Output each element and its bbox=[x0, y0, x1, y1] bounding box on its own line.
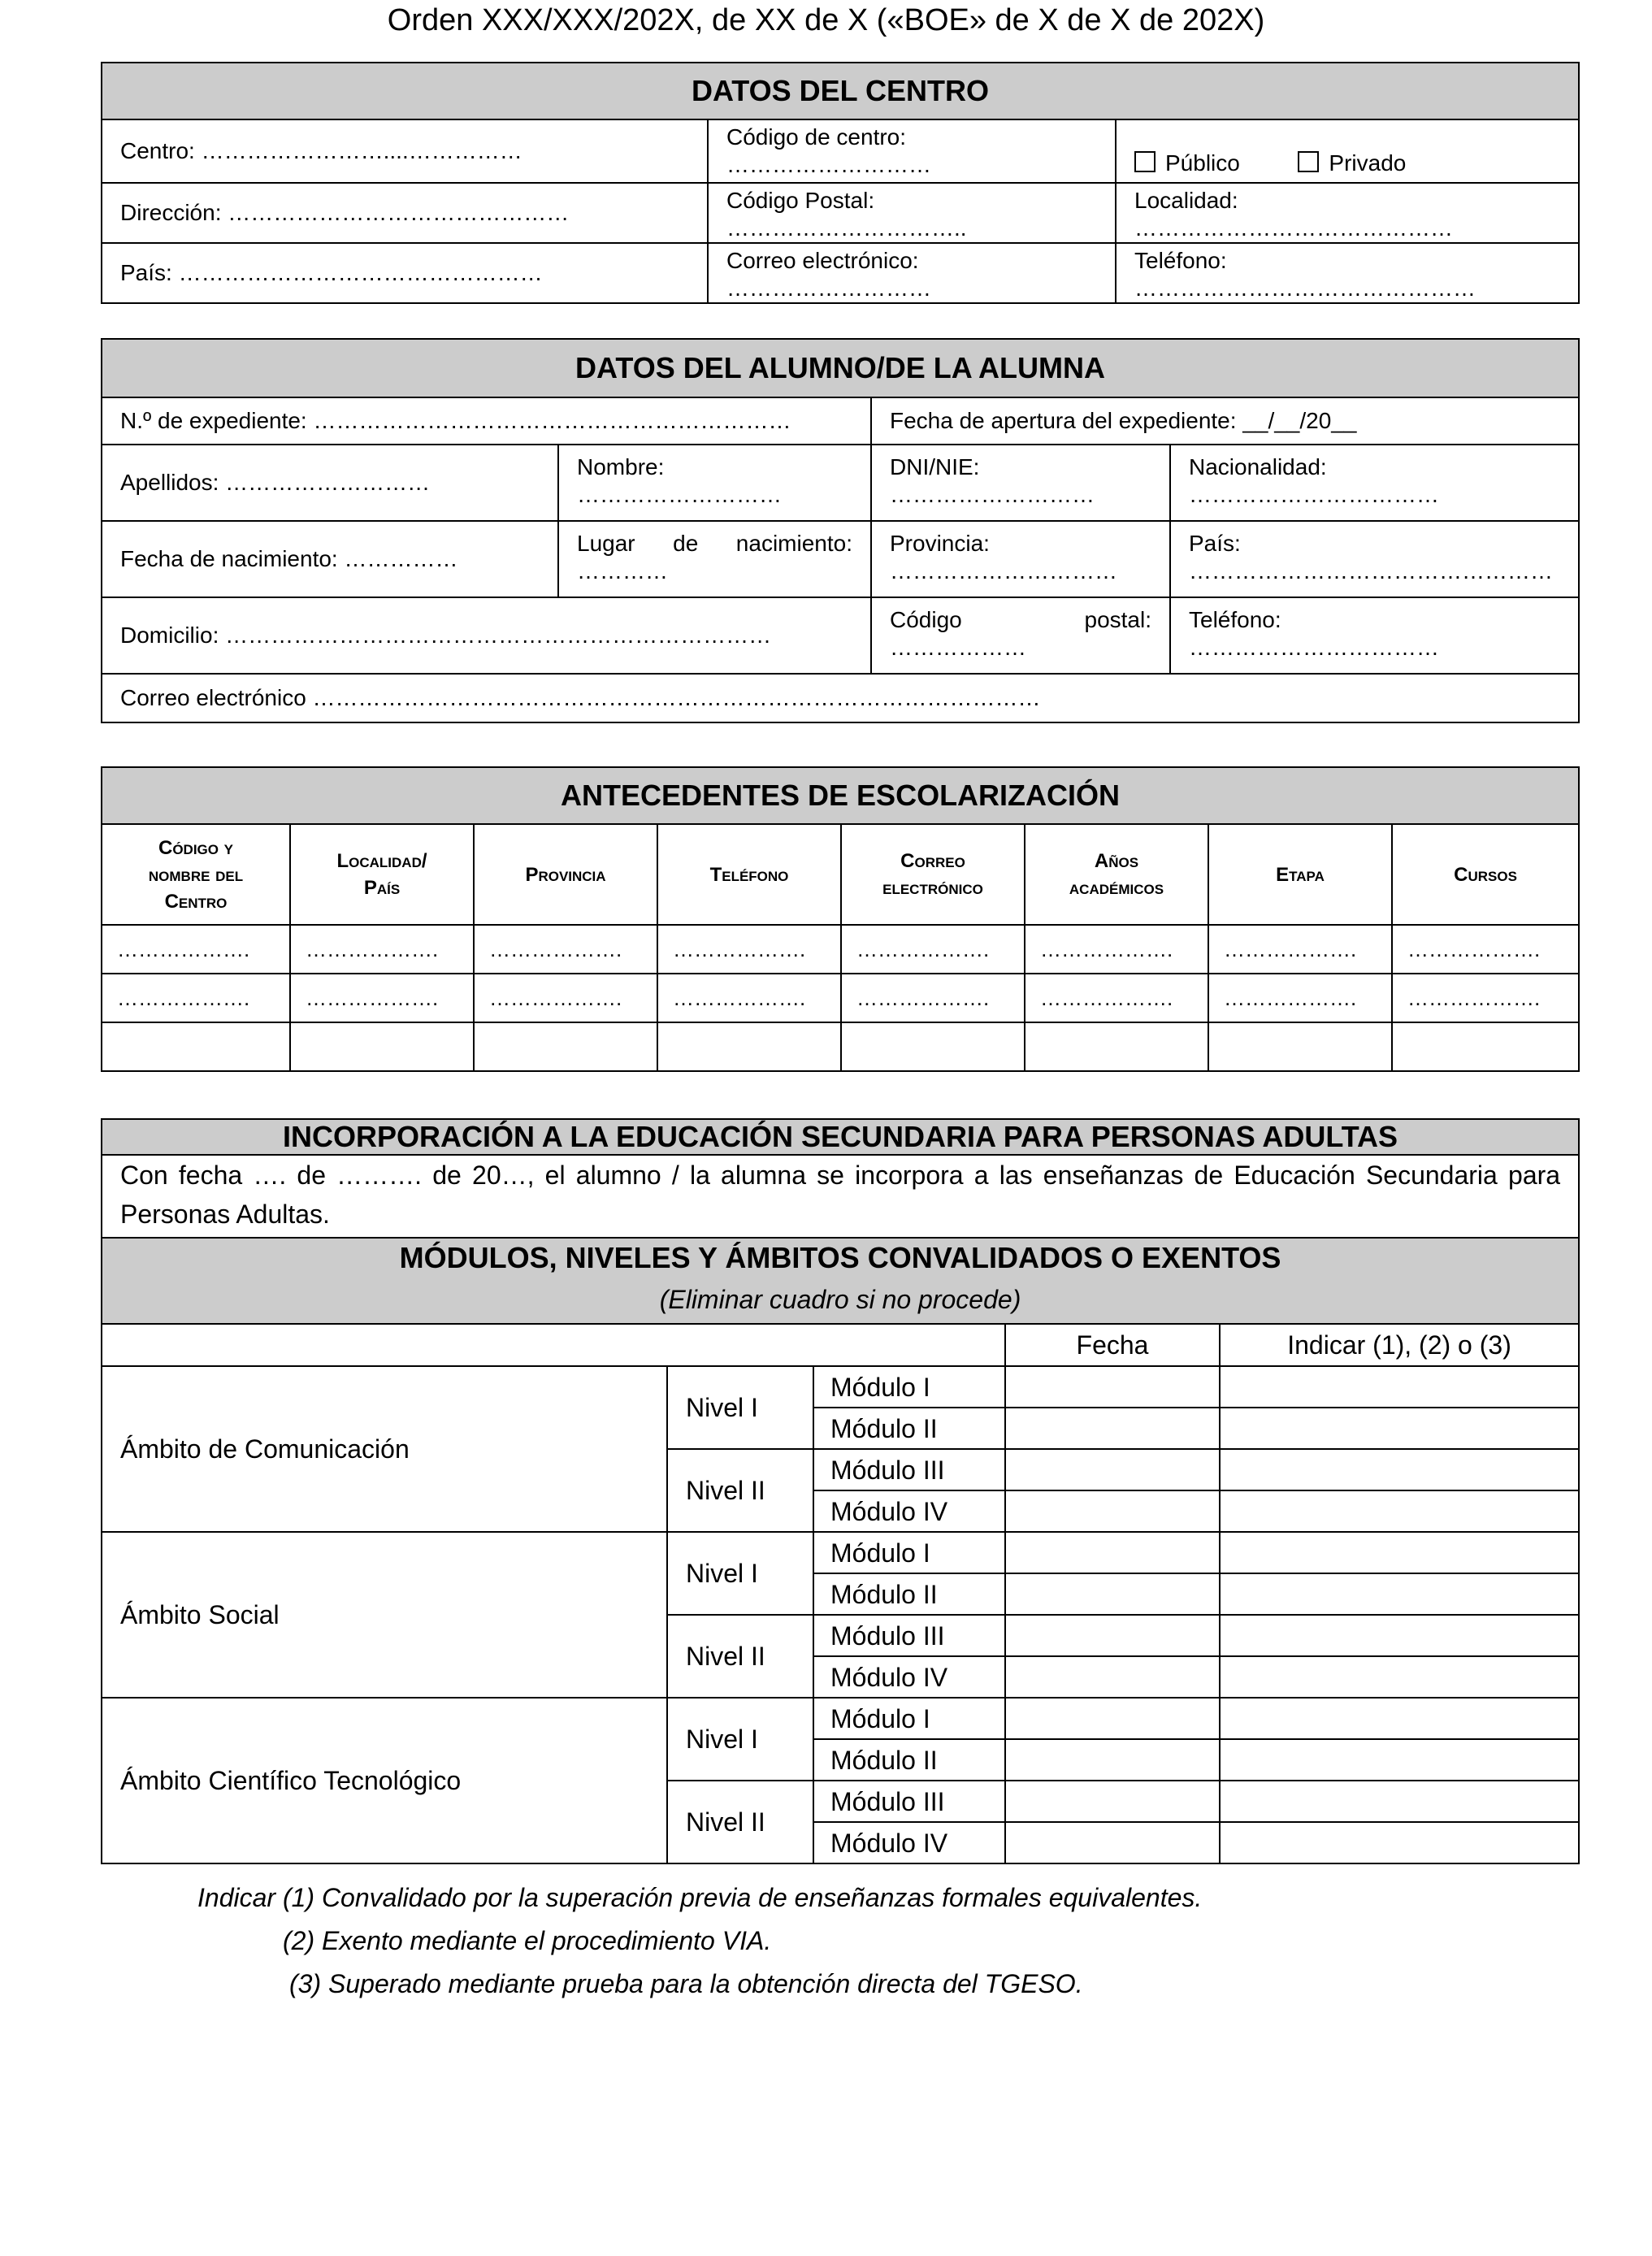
antecedentes-cell[interactable]: ………………. bbox=[1208, 974, 1392, 1022]
datos-alumno-table bbox=[101, 338, 1580, 723]
fecha-cell[interactable] bbox=[1005, 1615, 1220, 1656]
nivel-label: Nivel II bbox=[667, 1449, 813, 1532]
modulo-label: Módulo II bbox=[813, 1739, 1005, 1781]
incorporacion-table bbox=[101, 1118, 1580, 1864]
indicar-cell[interactable] bbox=[1220, 1366, 1579, 1408]
indicar-cell[interactable] bbox=[1220, 1781, 1579, 1822]
note-1: Indicar (1) Convalidado por la superación previa de enseñanzas formales equivalentes. bbox=[197, 1883, 1203, 1912]
codigo-centro-label: Código de centro: bbox=[726, 124, 907, 150]
codigo-postal-dots: ………………………….. bbox=[726, 215, 967, 241]
indicar-cell[interactable] bbox=[1220, 1490, 1579, 1532]
indicar-cell[interactable] bbox=[1220, 1656, 1579, 1698]
col-fecha: Fecha bbox=[1005, 1324, 1220, 1366]
provincia-label: Provincia: bbox=[890, 531, 990, 556]
titularidad-field bbox=[1116, 119, 1579, 183]
table-row bbox=[102, 1532, 1579, 1573]
modulos-subtitle: (Eliminar cuadro si no procede) bbox=[659, 1285, 1021, 1314]
datos-centro-table bbox=[101, 62, 1580, 304]
modulo-label: Módulo IV bbox=[813, 1822, 1005, 1863]
antecedentes-table bbox=[101, 766, 1580, 1072]
lugar-label: Lugar de nacimiento: bbox=[577, 531, 852, 556]
telefono-field[interactable] bbox=[1116, 243, 1579, 303]
modulos-header bbox=[102, 1238, 1579, 1324]
telefono-dots: …………………………… bbox=[1189, 635, 1439, 660]
header-line: Centro bbox=[164, 890, 228, 913]
ambito-label: Ámbito Social bbox=[102, 1532, 667, 1698]
fecha-cell[interactable] bbox=[1005, 1822, 1220, 1863]
nacionalidad-label: Nacionalidad: bbox=[1189, 454, 1327, 479]
note-2: (2) Exento mediante el procedimiento VIA. bbox=[283, 1926, 772, 1955]
nivel-label: Nivel II bbox=[667, 1781, 813, 1863]
localidad-field[interactable] bbox=[1116, 183, 1579, 243]
antecedentes-col-header bbox=[474, 824, 657, 925]
cp-dots: ……………… bbox=[890, 635, 1026, 660]
indicar-cell[interactable] bbox=[1220, 1615, 1579, 1656]
antecedentes-cell[interactable]: ………………. bbox=[290, 925, 474, 974]
header-line: Código y bbox=[158, 836, 233, 859]
header-line: Etapa bbox=[1276, 863, 1325, 886]
localidad-dots: …………………………………… bbox=[1134, 215, 1453, 241]
header-line: académicos bbox=[1069, 877, 1164, 899]
blank-header-cell bbox=[102, 1324, 1005, 1366]
codigo-postal-label: Código Postal: bbox=[726, 188, 875, 213]
section-title: INCORPORACIÓN A LA EDUCACIÓN SECUNDARIA PARA PERSONAS ADULTAS bbox=[102, 1119, 1579, 1155]
section-title: DATOS DEL CENTRO bbox=[102, 63, 1579, 119]
nacionalidad-field[interactable] bbox=[1170, 445, 1579, 521]
fecha-cell[interactable] bbox=[1005, 1449, 1220, 1490]
header-line: Provincia bbox=[525, 863, 606, 886]
antecedentes-cell[interactable]: ………………. bbox=[657, 925, 841, 974]
fecha-apertura-field[interactable]: Fecha de apertura del expediente: __/__/20__ bbox=[871, 397, 1579, 445]
antecedentes-cell[interactable] bbox=[1208, 1022, 1392, 1071]
antecedentes-col-header bbox=[657, 824, 841, 925]
nivel-label: Nivel I bbox=[667, 1366, 813, 1449]
modulo-label: Módulo IV bbox=[813, 1656, 1005, 1698]
indicar-cell[interactable] bbox=[1220, 1573, 1579, 1615]
header-line: Cursos bbox=[1454, 863, 1517, 886]
modulos-body bbox=[102, 1366, 1579, 1863]
codigo-postal-field[interactable] bbox=[708, 183, 1116, 243]
provincia-field[interactable] bbox=[871, 521, 1170, 597]
indicar-cell[interactable] bbox=[1220, 1532, 1579, 1573]
modulo-label: Módulo I bbox=[813, 1698, 1005, 1739]
modulos-title: MÓDULOS, NIVELES Y ÁMBITOS CONVALIDADOS O EXENTOS bbox=[399, 1241, 1281, 1274]
incorporacion-line2: Personas Adultas. bbox=[120, 1200, 330, 1229]
pais-dots: ………………………………………… bbox=[1189, 558, 1553, 584]
antecedentes-cell[interactable] bbox=[290, 1022, 474, 1071]
antecedentes-cell[interactable] bbox=[841, 1022, 1025, 1071]
correo-alumno-field[interactable]: Correo electrónico …………………………………………………………………………………… bbox=[102, 674, 1579, 722]
modulo-label: Módulo IV bbox=[813, 1490, 1005, 1532]
privado-checkbox[interactable]: Privado bbox=[1298, 150, 1406, 176]
antecedentes-cell[interactable]: ………………. bbox=[841, 925, 1025, 974]
antecedentes-cell[interactable] bbox=[1392, 1022, 1579, 1071]
antecedentes-col-header bbox=[1025, 824, 1208, 925]
indicar-cell[interactable] bbox=[1220, 1739, 1579, 1781]
antecedentes-cell[interactable] bbox=[657, 1022, 841, 1071]
header-line: Correo bbox=[900, 850, 965, 872]
publico-checkbox[interactable]: Público bbox=[1134, 150, 1240, 176]
document-title: Orden XXX/XXX/202X, de XX de X («BOE» de X de X de 202X) bbox=[387, 3, 1265, 37]
antecedentes-header-row bbox=[102, 824, 1579, 925]
correo-label: Correo electrónico: bbox=[726, 248, 919, 273]
antecedentes-col-header bbox=[841, 824, 1025, 925]
indicar-cell[interactable] bbox=[1220, 1822, 1579, 1863]
fecha-cell[interactable] bbox=[1005, 1366, 1220, 1408]
codigo-centro-dots: ……………………… bbox=[726, 152, 931, 177]
antecedentes-cell[interactable] bbox=[474, 1022, 657, 1071]
fecha-cell[interactable] bbox=[1005, 1781, 1220, 1822]
provincia-dots: ………………………… bbox=[890, 558, 1117, 584]
pais-field[interactable]: País: ………………………………………… bbox=[102, 243, 708, 303]
dni-label: DNI/NIE: bbox=[890, 454, 980, 479]
nivel-label: Nivel I bbox=[667, 1532, 813, 1615]
fecha-cell[interactable] bbox=[1005, 1573, 1220, 1615]
modulo-label: Módulo III bbox=[813, 1781, 1005, 1822]
fecha-cell[interactable] bbox=[1005, 1698, 1220, 1739]
fecha-nacimiento-field[interactable]: Fecha de nacimiento: …………… bbox=[102, 521, 558, 597]
modulo-label: Módulo I bbox=[813, 1366, 1005, 1408]
header-line: electrónico bbox=[882, 877, 983, 899]
antecedentes-cell[interactable]: ………………. bbox=[1025, 925, 1208, 974]
expediente-field[interactable]: N.º de expediente: ……………………………………………………… bbox=[102, 397, 871, 445]
antecedentes-col-header bbox=[290, 824, 474, 925]
correo-field[interactable] bbox=[708, 243, 1116, 303]
apellidos-field[interactable]: Apellidos: ……………………… bbox=[102, 445, 558, 521]
telefono-alumno-field[interactable] bbox=[1170, 597, 1579, 674]
incorporacion-line1: Con fecha …. de ………. de 20…, el alumno / la alumna se incorpora a las enseñanzas de Educación Secundaria para bbox=[120, 1161, 1561, 1190]
modulo-label: Módulo II bbox=[813, 1408, 1005, 1449]
nombre-field[interactable] bbox=[558, 445, 871, 521]
antecedentes-cell[interactable]: ………………. bbox=[474, 925, 657, 974]
header-line: País bbox=[363, 877, 401, 899]
telefono-label: Teléfono: bbox=[1134, 248, 1227, 273]
dni-field[interactable] bbox=[871, 445, 1170, 521]
table-row bbox=[102, 974, 1579, 1022]
table-row bbox=[102, 1698, 1579, 1739]
correo-dots: ……………………… bbox=[726, 275, 931, 301]
antecedentes-col-header bbox=[102, 824, 290, 925]
lugar-dots: ………… bbox=[577, 558, 668, 584]
modulo-label: Módulo III bbox=[813, 1615, 1005, 1656]
header-line: Años bbox=[1094, 850, 1139, 872]
nombre-label: Nombre: bbox=[577, 454, 665, 479]
telefono-label: Teléfono: bbox=[1189, 607, 1281, 632]
pais-label: País: bbox=[1189, 531, 1241, 556]
note-3: (3) Superado mediante prueba para la obtención directa del TGESO. bbox=[289, 1969, 1083, 1998]
antecedentes-col-header bbox=[1208, 824, 1392, 925]
fecha-cell[interactable] bbox=[1005, 1656, 1220, 1698]
col-indicar: Indicar (1), (2) o (3) bbox=[1220, 1324, 1579, 1366]
fecha-cell[interactable] bbox=[1005, 1532, 1220, 1573]
nivel-label: Nivel II bbox=[667, 1615, 813, 1698]
fecha-cell[interactable] bbox=[1005, 1490, 1220, 1532]
modulo-label: Módulo I bbox=[813, 1532, 1005, 1573]
nombre-dots: ……………………… bbox=[577, 482, 782, 507]
antecedentes-cell[interactable]: ………………. bbox=[657, 974, 841, 1022]
table-row bbox=[102, 1366, 1579, 1408]
direccion-field[interactable]: Dirección: ……………………………………… bbox=[102, 183, 708, 243]
section-title: ANTECEDENTES DE ESCOLARIZACIÓN bbox=[102, 767, 1579, 824]
incorporacion-text[interactable] bbox=[102, 1155, 1579, 1238]
codigo-centro-field[interactable] bbox=[708, 119, 1116, 183]
antecedentes-cell[interactable]: ………………. bbox=[102, 925, 290, 974]
antecedentes-cell[interactable]: ………………. bbox=[1025, 974, 1208, 1022]
modulo-label: Módulo III bbox=[813, 1449, 1005, 1490]
antecedentes-cell[interactable]: ………………. bbox=[1392, 974, 1579, 1022]
fecha-cell[interactable] bbox=[1005, 1408, 1220, 1449]
antecedentes-cell[interactable]: ………………. bbox=[841, 974, 1025, 1022]
centro-field[interactable]: Centro: ……………………....…………… bbox=[102, 119, 708, 183]
indicar-cell[interactable] bbox=[1220, 1698, 1579, 1739]
localidad-label: Localidad: bbox=[1134, 188, 1238, 213]
indicar-cell[interactable] bbox=[1220, 1449, 1579, 1490]
section-title: DATOS DEL ALUMNO/DE LA ALUMNA bbox=[102, 339, 1579, 397]
domicilio-field[interactable]: Domicilio: ……………………………………………………………… bbox=[102, 597, 871, 674]
antecedentes-cell[interactable]: ………………. bbox=[1208, 925, 1392, 974]
pais-nacimiento-field[interactable] bbox=[1170, 521, 1579, 597]
antecedentes-cell[interactable]: ………………. bbox=[102, 974, 290, 1022]
dni-dots: ……………………… bbox=[890, 482, 1095, 507]
antecedentes-cell[interactable] bbox=[102, 1022, 290, 1071]
table-row bbox=[102, 925, 1579, 974]
codigo-postal-alumno-field[interactable] bbox=[871, 597, 1170, 674]
lugar-nacimiento-field[interactable] bbox=[558, 521, 871, 597]
cp-label: Código postal: bbox=[890, 607, 1151, 632]
antecedentes-cell[interactable]: ………………. bbox=[290, 974, 474, 1022]
table-row bbox=[102, 1022, 1579, 1071]
antecedentes-cell[interactable]: ………………. bbox=[1392, 925, 1579, 974]
indicar-cell[interactable] bbox=[1220, 1408, 1579, 1449]
header-line: nombre del bbox=[148, 863, 244, 886]
antecedentes-cell[interactable]: ………………. bbox=[474, 974, 657, 1022]
ambito-label: Ámbito Científico Tecnológico bbox=[102, 1698, 667, 1863]
header-line: Localidad/ bbox=[336, 850, 427, 872]
modulo-label: Módulo II bbox=[813, 1573, 1005, 1615]
nivel-label: Nivel I bbox=[667, 1698, 813, 1781]
telefono-dots: ……………………………………… bbox=[1134, 275, 1476, 301]
nacionalidad-dots: …………………………… bbox=[1189, 482, 1439, 507]
fecha-cell[interactable] bbox=[1005, 1739, 1220, 1781]
antecedentes-cell[interactable] bbox=[1025, 1022, 1208, 1071]
ambito-label: Ámbito de Comunicación bbox=[102, 1366, 667, 1532]
header-line: Teléfono bbox=[709, 863, 789, 886]
antecedentes-col-header bbox=[1392, 824, 1579, 925]
